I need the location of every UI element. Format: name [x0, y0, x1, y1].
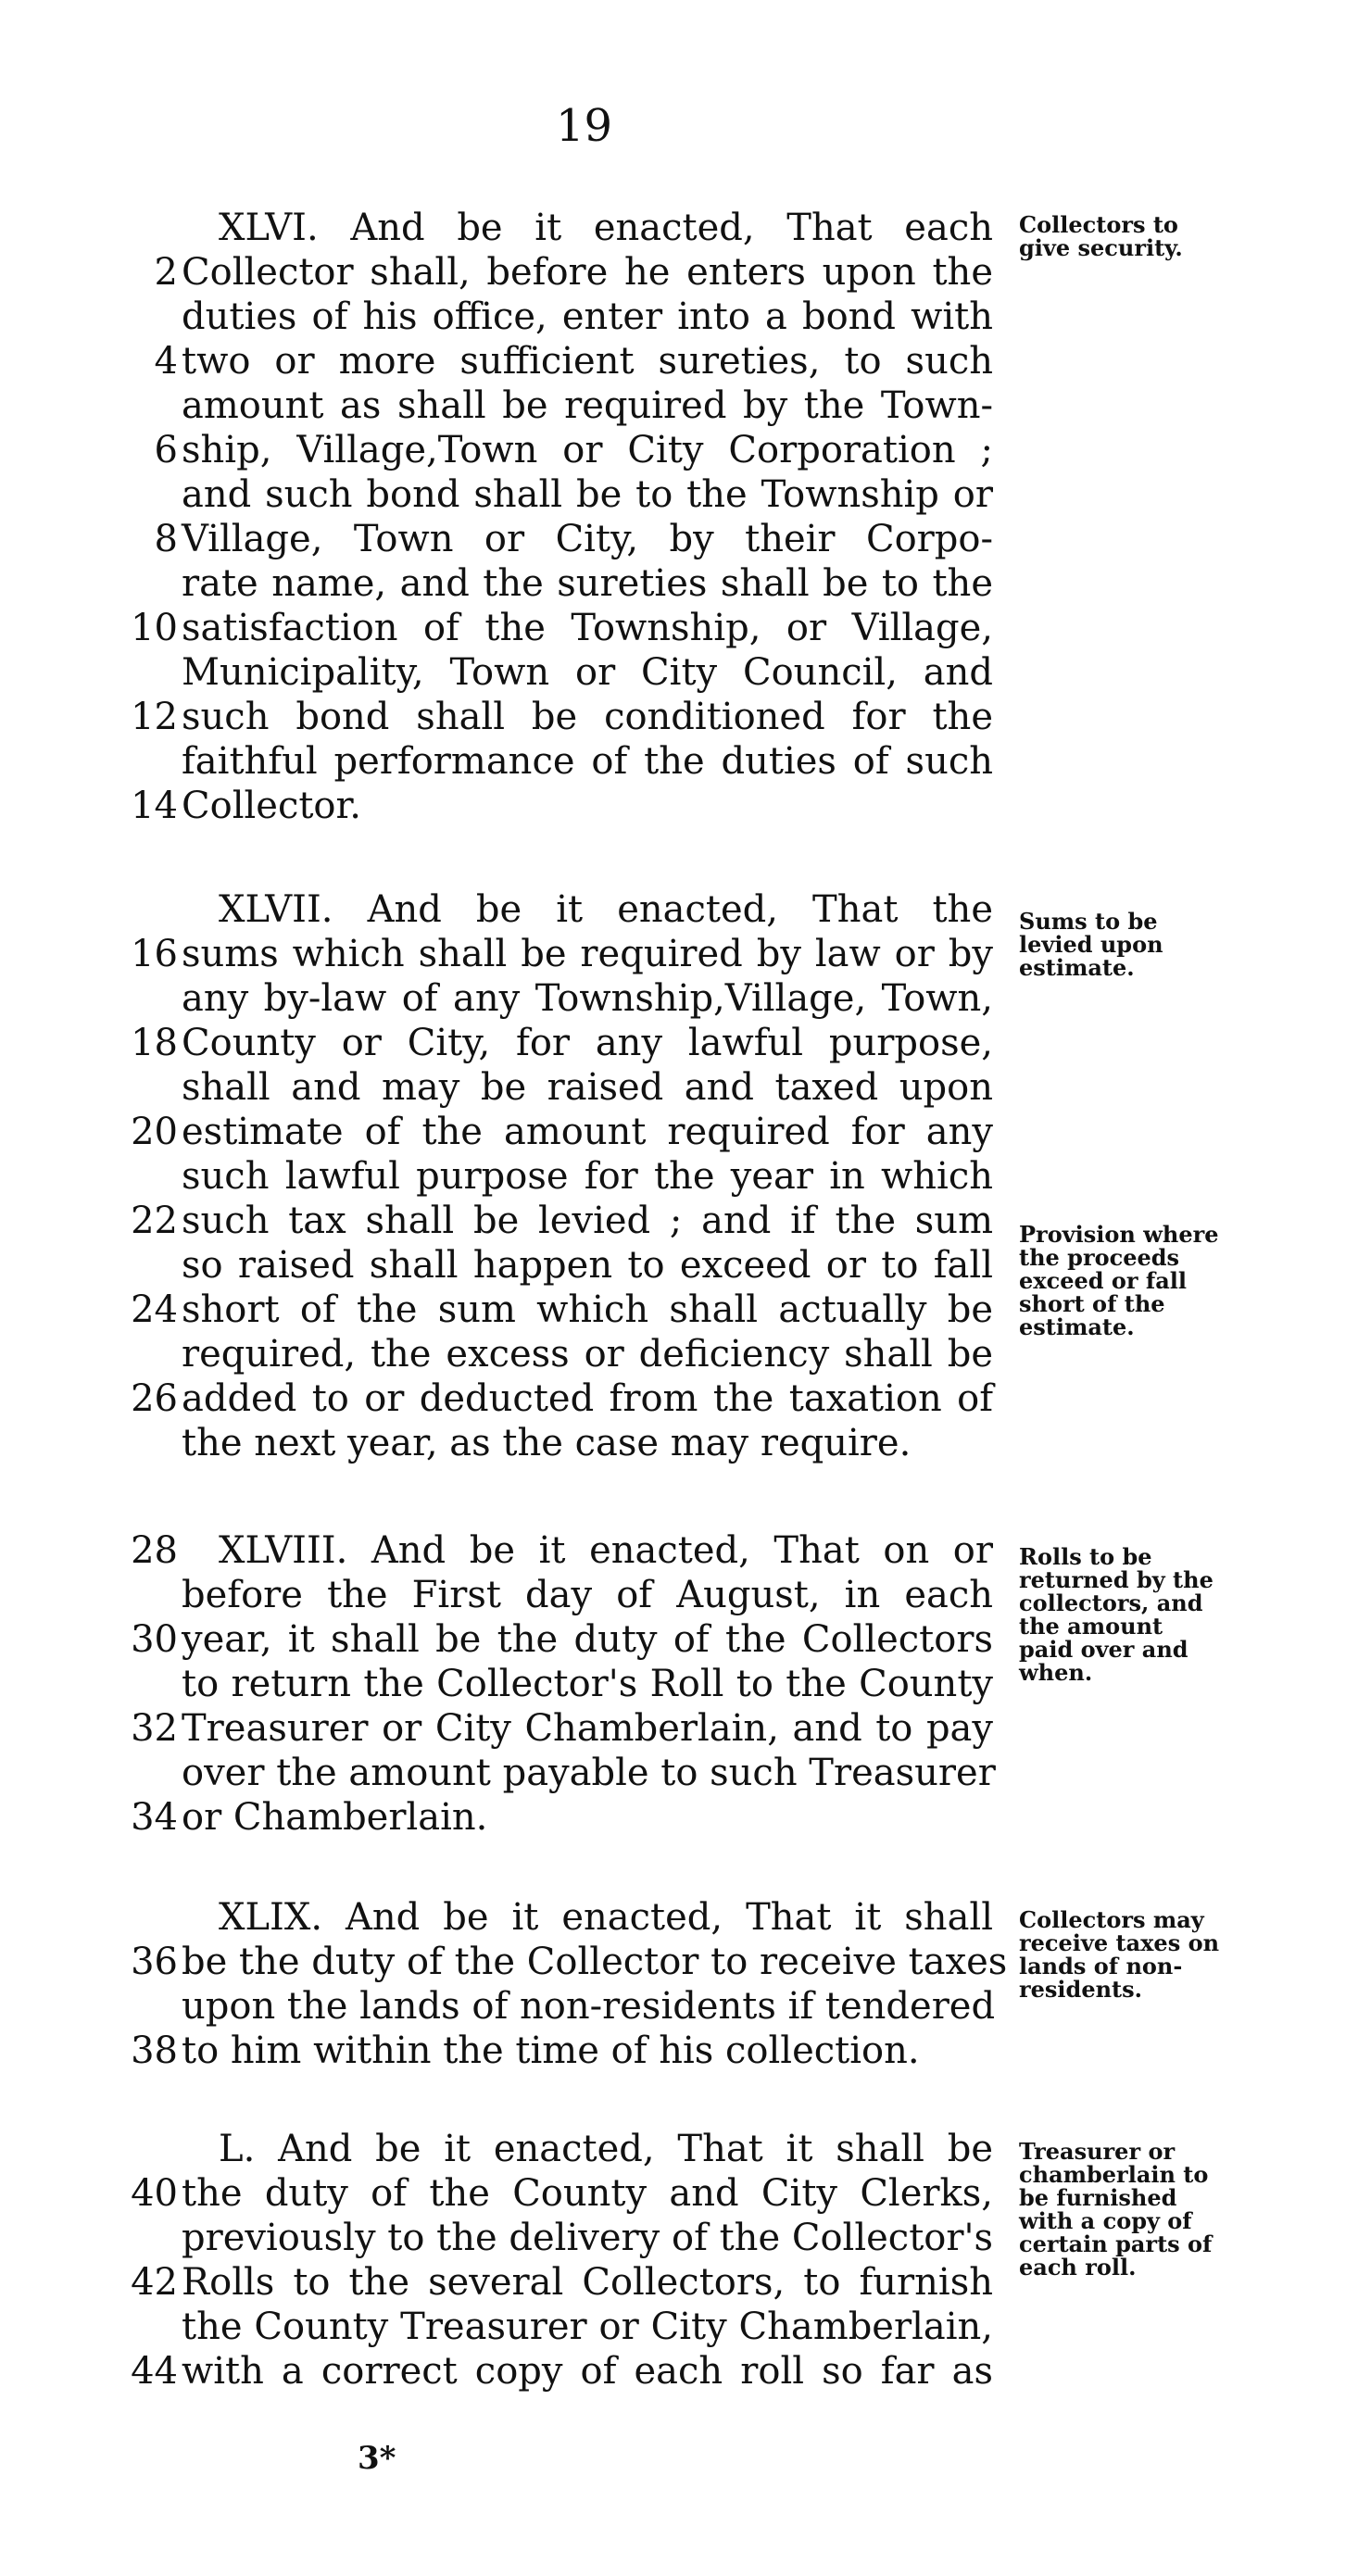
text-line: added to or deducted from the taxation of [182, 1377, 993, 1420]
line-number: 28 [131, 1529, 178, 1572]
line-number: 24 [131, 1288, 178, 1331]
text-line: over the amount payable to such Treasurer [182, 1752, 996, 1794]
text-line: to return the Collector's Roll to the County [182, 1663, 993, 1705]
text-line: sums which shall be required by law or by [182, 933, 993, 975]
text-line: shall and may be raised and taxed upon [182, 1066, 993, 1109]
text-line: before the First day of August, in each [182, 1574, 993, 1616]
margin-note: Collectors to give security. [1019, 211, 1183, 261]
text-line: satisfaction of the Township, or Village, [182, 607, 993, 649]
text-line: XLVIII. And be it enacted, That on or [219, 1529, 993, 1572]
text-line: with a correct copy of each roll so far as [182, 2350, 993, 2393]
text-line: the next year, as the case may require. [182, 1422, 912, 1464]
text-line: faithful performance of the duties of such [182, 740, 993, 783]
text-line: estimate of the amount required for any [182, 1111, 993, 1153]
text-line: to him within the time of his collection. [182, 2029, 920, 2072]
text-line: Treasurer or City Chamberlain, and to pay [182, 1707, 993, 1750]
text-line: duties of his office, enter into a bond with [182, 295, 993, 338]
text-line: so raised shall happen to exceed or to fall [182, 1244, 993, 1287]
line-number: 20 [131, 1111, 178, 1153]
text-line: previously to the delivery of the Collector's [182, 2217, 993, 2259]
line-number: 38 [131, 2029, 178, 2072]
line-number: 30 [131, 1618, 178, 1661]
margin-note: Rolls to be returned by the collectors, and the amount paid over and when. [1019, 1543, 1213, 1686]
line-number: 42 [131, 2261, 178, 2304]
margin-note: Collectors may receive taxes on lands of non-residents. [1019, 1906, 1220, 2003]
text-line: County or City, for any lawful purpose, [182, 1022, 993, 1064]
line-number: 18 [131, 1022, 178, 1064]
line-number: 36 [131, 1941, 178, 1983]
line-number: 32 [131, 1707, 178, 1750]
line-number: 26 [131, 1377, 178, 1420]
line-number: 34 [131, 1796, 178, 1839]
line-number: 16 [131, 933, 178, 975]
text-line: rate name, and the sureties shall be to the [182, 562, 993, 605]
margin-note: Sums to be levied upon estimate. [1019, 908, 1163, 981]
text-line: required, the excess or deficiency shall be [182, 1333, 993, 1376]
margin-note: Provision where the proceeds exceed or fall short of the estimate. [1019, 1221, 1219, 1340]
signature-mark: 3* [358, 2440, 396, 2477]
text-line: Collector. [182, 785, 361, 827]
text-line: Village, Town or City, by their Corpo- [182, 518, 993, 560]
text-line: upon the lands of non-residents if tendered [182, 1985, 996, 2028]
text-line: any by-law of any Township,Village, Town, [182, 977, 993, 1020]
text-line: Municipality, Town or City Council, and [182, 651, 993, 694]
text-line: ship, Village,Town or City Corporation ; [182, 429, 993, 471]
line-number: 10 [131, 607, 178, 649]
text-line: L. And be it enacted, That it shall be [219, 2128, 993, 2170]
text-line: be the duty of the Collector to receive taxes [182, 1941, 1008, 1983]
text-line: Rolls to the several Collectors, to furnish [182, 2261, 993, 2304]
line-number: 4 [154, 340, 178, 383]
line-number: 22 [131, 1200, 178, 1242]
text-line: the County Treasurer or City Chamberlain, [182, 2306, 993, 2348]
text-line: or Chamberlain. [182, 1796, 488, 1839]
line-number: 6 [154, 429, 178, 471]
line-number: 14 [131, 785, 178, 827]
text-line: XLVI. And be it enacted, That each [219, 207, 993, 249]
text-line: such lawful purpose for the year in which [182, 1155, 993, 1198]
line-number: 44 [131, 2350, 178, 2393]
line-number: 40 [131, 2172, 178, 2215]
text-line: such bond shall be conditioned for the [182, 696, 993, 738]
text-line: XLIX. And be it enacted, That it shall [219, 1896, 993, 1939]
line-number: 2 [154, 251, 178, 294]
text-line: amount as shall be required by the Town- [182, 384, 993, 427]
text-line: Collector shall, before he enters upon the [182, 251, 993, 294]
line-number: 8 [154, 518, 178, 560]
text-line: year, it shall be the duty of the Collectors [182, 1618, 993, 1661]
text-line: and such bond shall be to the Township or [182, 473, 993, 516]
margin-note: Treasurer or chamberlain to be furnished with a copy of certain parts of each roll. [1019, 2138, 1213, 2281]
text-line: the duty of the County and City Clerks, [182, 2172, 993, 2215]
line-number: 12 [131, 696, 178, 738]
text-line: such tax shall be levied ; and if the sum [182, 1200, 993, 1242]
text-line: two or more sufficient sureties, to such [182, 340, 993, 383]
text-line: XLVII. And be it enacted, That the [219, 888, 993, 931]
text-line: short of the sum which shall actually be [182, 1288, 993, 1331]
page-number: 19 [556, 100, 613, 152]
